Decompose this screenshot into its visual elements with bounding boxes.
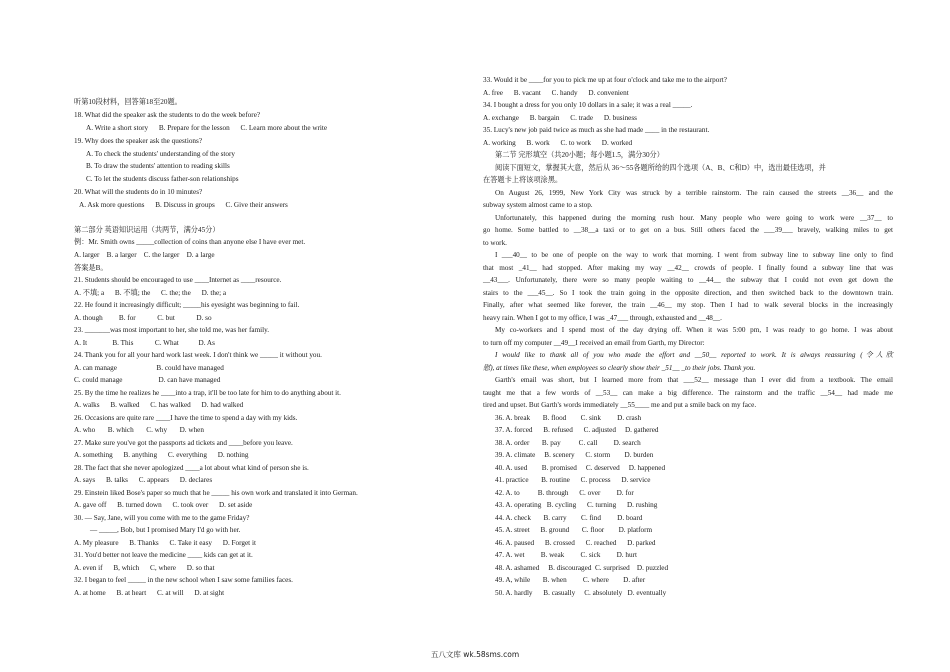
question-21-options: A. 不填; a B. 不填; the C. the; the D. the; a	[74, 289, 227, 297]
part2-title: 第二部分 英语知识运用（共两节，满分45分）	[74, 226, 220, 234]
question-20: 20. What will the students do in 10 minutes?	[74, 188, 203, 196]
question-31-options: A. even if B, which C, where D. so that	[74, 564, 215, 572]
passage-p4-line1: My co-workers and I spend most of the day drying off. When it was 5:00 pm, I was ready to go home. I was about	[495, 326, 893, 334]
cloze-option-48: 48. A. ashamed B. discouraged C. surprised D. puzzled	[495, 564, 669, 572]
question-30-reply: — _____, Bob, but I promised Mary I'd go with her.	[90, 526, 241, 534]
passage-p1-line2: subway system almost came to a stop.	[483, 201, 593, 209]
question-30-options: A. My pleasure B. Thanks C. Take it easy D. Forget it	[74, 539, 256, 547]
cloze-option-41: 41. practice B. routine C. process D. service	[495, 476, 651, 484]
cloze-option-39: 39. A. climate B. scenery C. storm D. burden	[495, 451, 654, 459]
cloze-option-49: 49. A, while B. when C. where D. after	[495, 576, 646, 584]
passage-p2-line2: go home. Some battled to __38__a taxi or to get on a bus. Still others faced the ___39___ bravely, walking miles to get	[483, 226, 893, 234]
passage-p3-line1: I ___40__ to be one of people on the way to work that morning. I went from subway line to subway line only to find	[495, 251, 893, 259]
cloze-option-46: 46. A. paused B. crossed C. reached D. parked	[495, 539, 656, 547]
question-24-options-cd: C. could manage D. can have managed	[74, 376, 221, 384]
question-31: 31. You'd better not leave the medicine ____ kids can get at it.	[74, 551, 253, 559]
cloze-option-38: 38. A. order B. pay C. call D. search	[495, 439, 641, 447]
cloze-option-36: 36. A. break B. flood C. sink D. crash	[495, 414, 642, 422]
question-25: 25. By the time he realizes he ____into a trap, it'll be too late for him to do anything about it.	[74, 389, 341, 397]
passage-p3-line4: stairs to the ___45__. So I took the train going in the opposite direction, and then switched back to the downtown train.	[483, 289, 893, 297]
question-23: 23. _______was most important to her, she told me, was her family.	[74, 326, 270, 334]
section2-instruction-2: 在答题卡上将该项涂黑。	[483, 176, 563, 184]
section2-title: 第二节 完形填空（共20小题；每小题1.5，满分30分）	[495, 151, 664, 159]
question-26-options: A. who B. which C. why D. when	[74, 426, 204, 434]
question-30-prompt: 30. — Say, Jane, will you come with me to the game Friday?	[74, 514, 250, 522]
question-20-options: A. Ask more questions B. Discuss in groups C. Give their answers	[79, 201, 288, 209]
passage-p6-line1: Garth's email was short, but I learned more from that ___52__ message than I ever did from a textbook. The email	[495, 376, 893, 384]
cloze-option-44: 44. A. check B. carry C. find D. board	[495, 514, 643, 522]
question-19-option-a: A. To check the students' understanding of the story	[86, 150, 235, 158]
question-34-options: A. exchange B. bargain C. trade D. business	[483, 114, 637, 122]
question-28-options: A. says B. talks C. appears D. declares	[74, 476, 213, 484]
question-32-options: A. at home B. at heart C. at will D. at sight	[74, 589, 225, 597]
question-22: 22. He found it increasingly difficult; _____his eyesight was beginning to fail.	[74, 301, 300, 309]
question-29-options: A. gave off B. turned down C. took over D. set aside	[74, 501, 253, 509]
question-34: 34. I bought a dress for you only 10 dollars in a sale; it was a real _____.	[483, 101, 693, 109]
example-options: A. larger B. a larger C. the larger D. a large	[74, 251, 215, 259]
passage-p3-line3: __43___. Unfortunately, there were so many people waiting to __44__ the subway that I could not even get down the	[483, 276, 893, 284]
example-question: 例：Mr. Smith owns _____collection of coins than anyone else I have ever met.	[74, 238, 306, 246]
cloze-option-50: 50. A. hardly B. casually C. absolutely D. eventually	[495, 589, 667, 597]
passage-p5-line2: 慰), at times like these, when employees so clearly show their _51__ _to their jobs. Thank you.	[483, 364, 756, 372]
cloze-option-37: 37. A. forced B. refused C. adjusted D. gathered	[495, 426, 659, 434]
cloze-option-42: 42. A. to B. through C. over D. for	[495, 489, 634, 497]
cloze-option-43: 43. A. operating B. cycling C. turning D. rushing	[495, 501, 658, 509]
question-35-options: A. working B. work C. to work D. worked	[483, 139, 633, 147]
question-19-option-c: C. To let the students discuss father-son relationships	[86, 175, 239, 183]
section-intro: 听第10段材料，回答第18至20题。	[74, 98, 182, 106]
question-23-options: A. It B. This C. What D. As	[74, 339, 215, 347]
cloze-option-47: 47. A. wet B. weak C. sick D. hurt	[495, 551, 637, 559]
question-28: 28. The fact that she never apologized ____a lot about what kind of person she is.	[74, 464, 309, 472]
question-33: 33. Would it be ____for you to pick me up at four o'clock and take me to the airport?	[483, 76, 727, 84]
example-answer: 答案是B。	[74, 264, 108, 272]
question-19-option-b: B. To draw the students' attention to reading skills	[86, 162, 230, 170]
passage-p3-line2: that most _41__ had stopped. After making my way __42__ crowds of people. I finally found a subway line that was	[483, 264, 893, 272]
question-27: 27. Make sure you've got the passports ad tickets and ____before you leave.	[74, 439, 293, 447]
passage-p2-line1: Unfortunately, this happened during the morning rush hour. Many people who were going to work were __37__ to	[495, 214, 893, 222]
question-26: 26. Occasions are quite rare ____I have the time to spend a day with my kids.	[74, 414, 298, 422]
passage-p2-line3: to work.	[483, 239, 507, 247]
question-24: 24. Thank you for all your hard work last week. I don't think we _____ it without you.	[74, 351, 322, 359]
passage-p3-line5: Finally, after what seemed like forever, the train __46__ my stop. Then I had to walk several blocks in the increasingly	[483, 301, 893, 309]
cloze-option-40: 40. A. used B. promised C. deserved D. happened	[495, 464, 666, 472]
passage-p1-line1: On August 26, 1999, New York City was struck by a terrible rainstorm. The rain caused the streets __36__ and the	[495, 189, 893, 197]
page-footer: 五八文库 wk.58sms.com	[430, 650, 520, 659]
question-27-options: A. something B. anything C. everything D. nothing	[74, 451, 249, 459]
question-33-options: A. free B. vacant C. handy D. convenient	[483, 89, 629, 97]
question-22-options: A. though B. for C. but D. so	[74, 314, 212, 322]
passage-p5-line1: I would like to thank all of you who made the effort and __50__ reported to work. It is always reassuring (令人欣	[495, 351, 893, 359]
passage-p4-line2: to turn off my computer __49__I received an email from Garth, my Director:	[483, 339, 705, 347]
question-19: 19. Why does the speaker ask the questions?	[74, 137, 203, 145]
question-18: 18. What did the speaker ask the students to do the week before?	[74, 111, 261, 119]
cloze-option-45: 45. A. street B. ground C. floor D. platform	[495, 526, 653, 534]
question-32: 32. I began to feel _____ in the new school when I saw some families faces.	[74, 576, 293, 584]
question-25-options: A. walks B. walked C. has walked D. had walked	[74, 401, 244, 409]
section2-instruction-1: 阅读下面短文，掌握其大意，然后从 36～55各题所给的四个选项（A、B、C和D）中，选出最佳选项，并	[495, 164, 826, 172]
question-29: 29. Einstein liked Bose's paper so much that he _____ his own work and translated it into German.	[74, 489, 358, 497]
question-24-options-ab: A. can manage B. could have managed	[74, 364, 224, 372]
passage-p6-line3: tired and upset. But Garth's words immediately __55____ me and put a smile back on my face.	[483, 401, 757, 409]
passage-p6-line2: taught me that a few words of __53__ can make a big difference. The rainstorm and the traffic __54__ had made me	[483, 389, 893, 397]
question-18-options: A. Write a short story B. Prepare for the lesson C. Learn more about the write	[86, 124, 328, 132]
question-21: 21. Students should be encouraged to use ____Internet as ____resource.	[74, 276, 282, 284]
passage-p3-line6: heavy rain. When I got to my office, I was _47___ through, exhausted and __48__.	[483, 314, 722, 322]
question-35: 35. Lucy's new job paid twice as much as she had made ____ in the restaurant.	[483, 126, 710, 134]
